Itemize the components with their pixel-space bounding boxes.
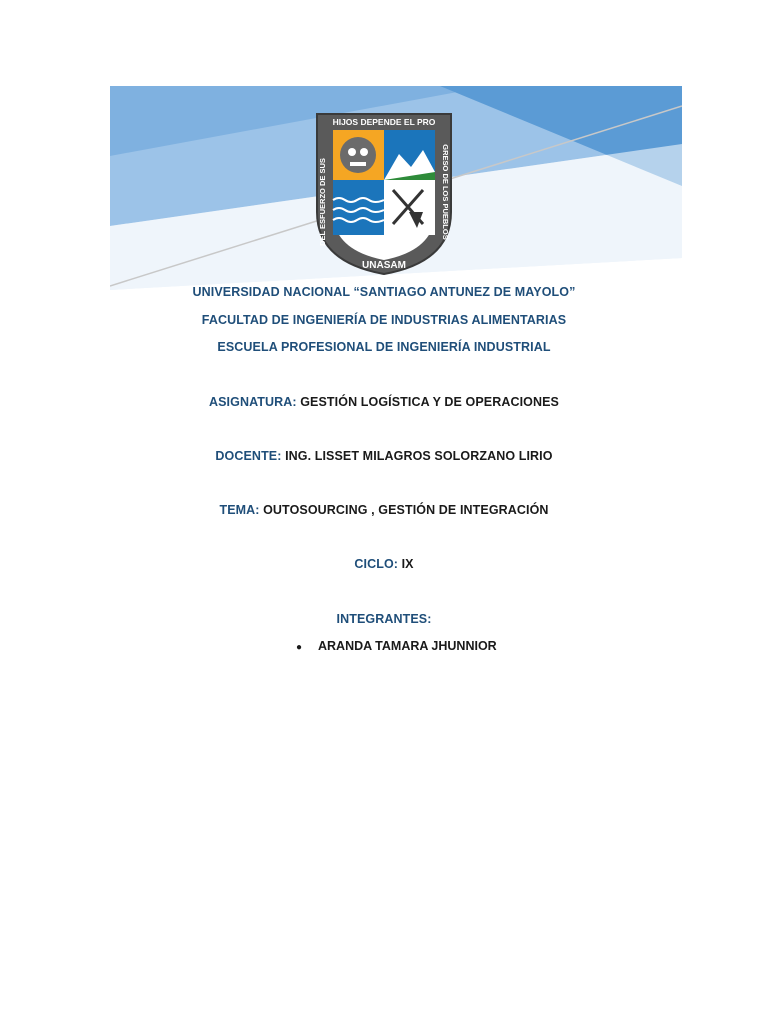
faculty-name: FACULTAD DE INGENIERÍA DE INDUSTRIAS ALIMENTARIAS (201, 313, 567, 327)
crest-top-motto: HIJOS DEPENDE EL PRO (332, 117, 436, 127)
asignatura-label: ASIGNATURA: (208, 395, 297, 409)
crest-bottom-label: UNASAM (362, 260, 406, 271)
tema-value: OUTOSOURCING , GESTIÓN DE INTEGRACIÓN (263, 503, 549, 517)
member-name: ARANDA TAMARA JHUNNIOR (318, 639, 497, 653)
crest-right-motto: GRESO DE LOS PUEBLOS (441, 144, 450, 240)
tema-row (0, 503, 768, 517)
member-list-item (296, 639, 497, 653)
crest-head-icon (340, 137, 376, 173)
university-crest (313, 112, 455, 276)
docente-label: DOCENTE: (215, 449, 282, 463)
asignatura-value: GESTIÓN LOGÍSTICA Y DE OPERACIONES (300, 395, 559, 409)
tema-label: TEMA: (219, 503, 260, 517)
school-name: ESCUELA PROFESIONAL DE INGENIERÍA INDUSTRIAL (217, 340, 551, 354)
asignatura-row (0, 395, 768, 409)
ciclo-row (0, 557, 768, 571)
bullet-icon: ● (296, 642, 303, 653)
ciclo-value: IX (401, 557, 414, 571)
crest-left-motto: DEL ESFUERZO DE SUS (318, 158, 327, 246)
integrantes-label: INTEGRANTES: (336, 612, 432, 626)
university-name: UNIVERSIDAD NACIONAL “SANTIAGO ANTUNEZ DE MAYOLO” (192, 285, 576, 299)
docente-value: ING. LISSET MILAGROS SOLORZANO LIRIO (285, 449, 553, 463)
docente-row (0, 449, 768, 463)
ciclo-label: CICLO: (354, 557, 399, 571)
